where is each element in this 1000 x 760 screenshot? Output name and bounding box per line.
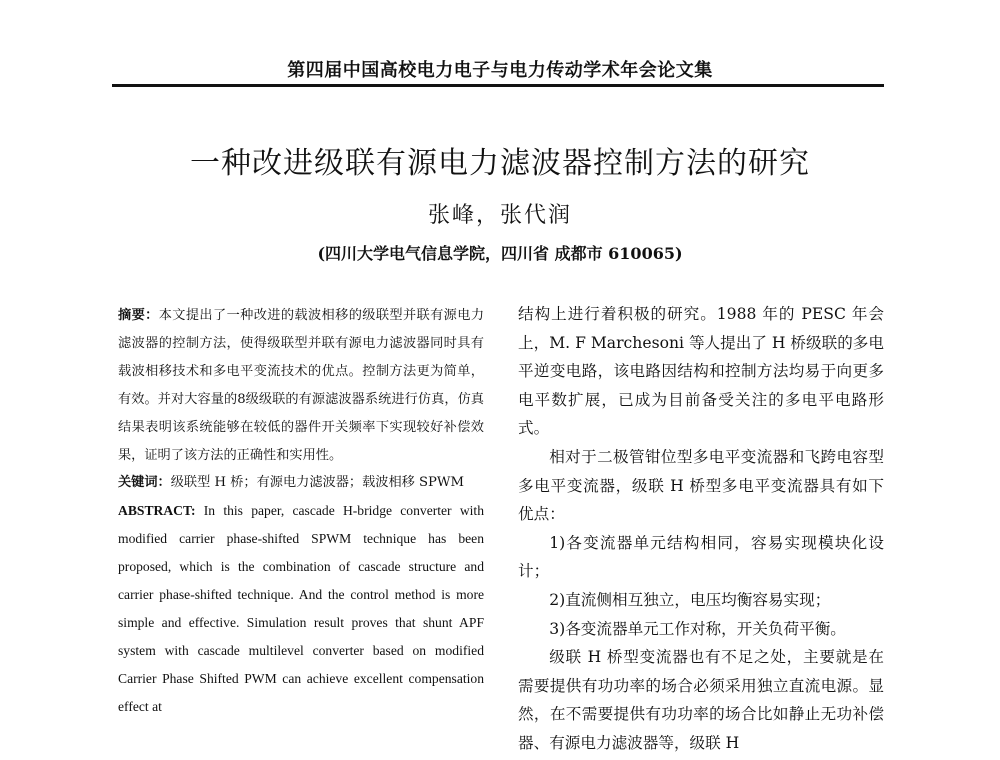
abstract-cn-label: 摘要：: [118, 308, 159, 323]
abstract-cn-text: 本文提出了一种改进的载波相移的级联型并联有源电力滤波器的控制方法，使得级联型并联有源电力滤波器同时具有载波相移技术和多电平变流技术的优点。控制方法更为简单，有效。并对大容量的8级级联的有源滤波器系统进行仿真，仿真结果表明该系统能够在较低的器件开关频率下实现较好补偿效果，证明了该方法的正确性和实用性。: [118, 308, 485, 463]
abstract-cn: [118, 302, 484, 469]
abstract-en: [118, 497, 484, 720]
keywords-label: 关键词：: [118, 475, 171, 491]
advantage-item-1: 1)各变流器单元结构相同，容易实现模块化设计；: [518, 533, 884, 581]
body-paragraph-3: 级联 H 桥型变流器也有不足之处，主要就是在需要提供有功功率的场合必须采用独立直流电源。显然，在不需要提供有功功率的场合比如静止无功补偿器、有源电力滤波器等，级联 H: [518, 648, 884, 752]
left-column: [118, 302, 484, 721]
keywords-text: 级联型 H 桥；有源电力滤波器；载波相移 SPWM: [170, 475, 464, 491]
paper-title: 一种改进级联有源电力滤波器控制方法的研究: [190, 146, 810, 181]
header-divider: [112, 84, 884, 87]
advantage-item-2: 2)直流侧相互独立，电压均衡容易实现；: [549, 590, 831, 609]
abstract-en-text: In this paper, cascade H-bridge converter with modified carrier phase-shifted SPWM technique has been proposed, which is the combination of cascade structure and carrier phase-shifted technique. And the control method is more simple and effective. Simulation result proves that shunt APF system with cascade multilevel converter based on modified Carrier Phase Shifted PWM can achieve excellent compensation effect at: [118, 503, 484, 714]
right-column: [518, 300, 884, 758]
body-paragraph-1: 结构上进行着积极的研究。1988 年的 PESC 年会上，M. F Marchesoni 等人提出了 H 桥级联的多电平逆变电路，该电路因结构和控制方法均易于向更多电平数扩展，已成为目前备受关注的多电平电路形式。: [518, 305, 884, 438]
paper-authors: 张峰，张代润: [427, 203, 572, 228]
paper-affiliation: (四川大学电气信息学院，四川省 成都市 610065): [317, 244, 683, 263]
advantage-item-3: 3)各变流器单元工作对称，开关负荷平衡。: [549, 619, 846, 638]
abstract-en-label: ABSTRACT:: [118, 503, 196, 519]
body-paragraph-2: 相对于二极管钳位型多电平变流器和飞跨电容型多电平变流器，级联 H 桥型多电平变流器具有如下优点：: [518, 447, 884, 524]
running-header: 第四届中国高校电力电子与电力传动学术年会论文集: [287, 60, 713, 81]
keywords: [118, 469, 484, 497]
